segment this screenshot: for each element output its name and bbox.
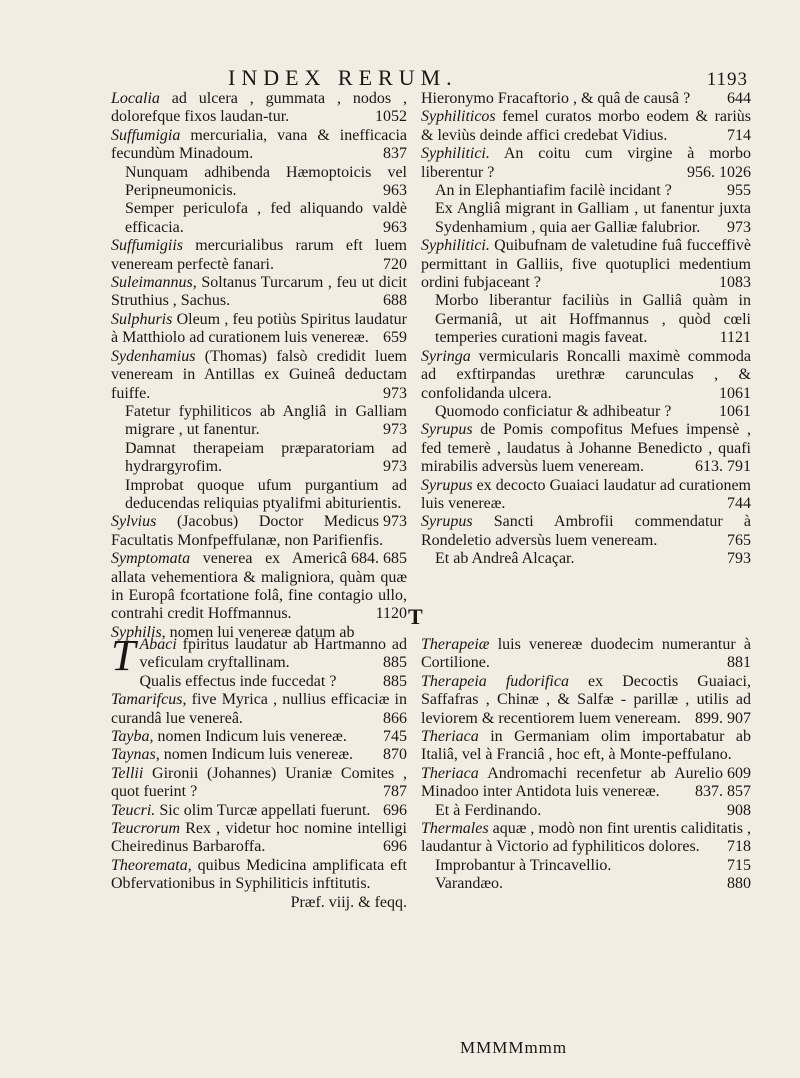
entry-page-ref: 745 — [379, 728, 407, 746]
entry-page-ref: 1052 — [371, 108, 407, 126]
index-entry — [111, 746, 407, 764]
index-entry — [111, 440, 407, 477]
entry-page-ref: 744 — [723, 494, 751, 512]
entry-headword: Thermales — [421, 820, 489, 838]
index-entry — [421, 802, 751, 820]
entry-page-ref: 881 — [723, 654, 751, 672]
entry-text: Qualis effectus inde fuccedat ? — [139, 672, 337, 690]
entry-page-ref: 973 — [379, 458, 407, 476]
entry-page-ref: 866 — [379, 709, 407, 727]
index-entry — [421, 636, 751, 673]
entry-page-ref: 1120 — [371, 605, 407, 623]
entry-text: venerea ex Americâ allata vehementiora & maligniora, quàm quæ in Europâ fcortatione folâ, fine contagio ullo, contrahi credit Hoffmannus. — [111, 550, 407, 623]
index-entry — [111, 691, 407, 728]
index-column-top-left — [111, 90, 407, 642]
entry-text: (Thomas) falsò credidit luem veneream in Antillas ex Guineâ deductam fuiffe. — [111, 347, 407, 402]
entry-page-ref: 696 — [379, 838, 407, 856]
index-entry — [421, 875, 751, 893]
entry-text: Oleum , feu potiùs Spiritus laudatur à Matthiolo ad curationem luis venereæ. — [111, 310, 407, 347]
index-entry — [111, 90, 407, 127]
entry-page-ref: 870 — [379, 746, 407, 764]
entry-text: Improbat quoque ufum purgantium ad deducendas reliquias ptyalifmi abiturientis. — [125, 476, 407, 512]
entry-headword: Syphiliticos — [421, 108, 496, 126]
entry-page-ref: 973 — [379, 421, 407, 439]
entry-page-ref: 973 — [379, 384, 407, 402]
entry-text: , quibus Medicina amplificata eft Obfervationibus in Syphiliticis inftitutis. — [111, 856, 407, 893]
signature-mark: MMMMmmm — [460, 1038, 568, 1057]
entry-headword: Tayba — [111, 728, 150, 746]
entry-headword: Tellii — [111, 764, 144, 782]
entry-text: Ex Angliâ migrant in Galliam , ut fanentur juxta Sydenhamium , quia aer Galliæ falubrior. — [435, 200, 751, 236]
entry-page-ref: 908 — [723, 801, 751, 819]
entry-text: fpiritus laudatur ab Hartmanno ad veficulam cryftallinam. — [139, 636, 407, 672]
index-entry — [421, 513, 751, 550]
page-number: 1193 — [706, 69, 748, 90]
entry-headword: Syrupus — [421, 476, 473, 494]
entry-headword: Syphilitici. — [421, 237, 490, 255]
entry-text: Quibufnam de valetudine fuâ fucceffivè permittant in Galliis, five quotuplici medentium ordini fubjaceant ? — [421, 237, 751, 292]
entry-headword: Symptomata — [111, 550, 191, 568]
index-entry — [111, 311, 407, 348]
entry-text: ad ulcera , gummata , nodos , dolorefque fixos laudan-tur. — [111, 90, 407, 126]
entry-headword: Syrupus — [421, 513, 473, 531]
index-entry — [421, 237, 751, 292]
index-entry — [421, 90, 751, 108]
index-entry — [421, 765, 751, 802]
index-entry — [421, 292, 751, 347]
entry-page-ref: 1121 — [715, 329, 751, 347]
entry-headword: Syrupus — [421, 421, 473, 439]
entry-headword: Theoremata — [111, 856, 188, 874]
entry-headword: Localia — [111, 90, 160, 107]
index-entry — [421, 348, 751, 403]
entry-text: mercurialibus rarum eft luem veneream perfectè fanari. — [111, 237, 407, 273]
drop-cap: T — [111, 631, 136, 680]
entry-page-ref: 715 — [723, 856, 751, 874]
index-entry — [421, 145, 751, 182]
entry-page-ref: 714 — [723, 126, 751, 144]
page-title: INDEX RERUM. — [228, 65, 458, 90]
entry-page-ref: 963 — [379, 182, 407, 200]
index-entry — [421, 200, 751, 237]
index-entry — [111, 820, 407, 857]
entry-headword: Taynas — [111, 746, 156, 764]
entry-page-ref: 684. 685 — [347, 550, 407, 568]
entry-text: ex Decoctis Guaiaci, Saffafras , Chinæ , & Salfæ - parillæ , utilis ad leviorem & recentiorem luem veneream. — [421, 672, 751, 727]
entry-text: , nomen Indicum luis venereæ. — [155, 746, 354, 764]
index-entry — [421, 108, 751, 145]
entry-text: Quomodo conficiatur & adhibeatur ? — [435, 402, 672, 420]
entry-text: An in Elephantiafim facilè incidant ? — [435, 182, 672, 200]
entry-text: aquæ , modò non fint urentis caliditatis , laudantur à Victorio ad fyphiliticos dolores. — [421, 820, 751, 856]
index-entry — [111, 200, 407, 237]
entry-headword: Syphilis — [111, 623, 162, 641]
entry-text: ex decocto Guaiaci laudatur ad curationem luis venereæ. — [421, 476, 751, 512]
entry-page-ref: 1083 — [715, 274, 751, 292]
entry-text: Rex , videtur hoc nomine intelligi Cheiredinus Barbaroffa. — [111, 820, 407, 856]
entry-text: Nunquam adhibenda Hæmoptoicis vel Peripneumonicis. — [125, 163, 407, 200]
index-column-top-right — [421, 90, 751, 569]
entry-headword: Therapeia fudorifica — [421, 672, 569, 690]
index-column-bottom-right — [421, 636, 751, 894]
entry-page-ref: 837 — [379, 145, 407, 163]
entry-text: Hieronymo Fracaftorio , & quâ de causâ ? — [421, 90, 691, 107]
index-entry — [421, 728, 751, 782]
entry-page-ref: 793 — [723, 550, 751, 568]
entry-headword: Theriaca — [421, 728, 479, 746]
entry-text: Sancti Ambrofii commendatur à Rondeletio adversùs luem veneream. — [421, 513, 751, 549]
index-entry — [111, 673, 407, 691]
entry-headword: Syringa — [421, 347, 471, 365]
entry-page-ref: 644 — [723, 90, 751, 107]
entry-text: Et à Ferdinando. — [435, 801, 542, 819]
index-entry — [421, 820, 751, 857]
entry-text: Semper periculofa , fed aliquando valdè efficacia. — [125, 200, 407, 236]
running-head — [228, 66, 748, 90]
entry-page-ref: 837. 857 — [691, 783, 751, 801]
entry-page-ref: 899. 907 — [691, 709, 751, 727]
entry-text: luis venereæ duodecim numerantur à Cortilione. — [421, 636, 751, 672]
entry-text: Et ab Andreâ Alcaçar. — [435, 550, 575, 568]
entry-headword: Sulphuris — [111, 310, 173, 328]
index-entry — [111, 127, 407, 164]
index-entry — [111, 856, 407, 911]
index-entry — [421, 857, 751, 875]
entry-text: vermicularis Roncalli maximè commoda ad exftirpandas urethræ carunculas , & confolidanda ulcera. — [421, 347, 751, 402]
entry-page-ref: Præf. viij. & feqq. — [286, 893, 407, 911]
entry-page-ref: 880 — [723, 875, 751, 893]
entry-text: Fatetur fyphiliticos ab Angliâ in Galliam migrare , ut fanentur. — [125, 402, 407, 439]
index-entry — [111, 728, 407, 746]
entry-text: Damnat therapeiam præparatoriam ad hydrargyrofim. — [125, 439, 407, 476]
entry-text: Varandæo. — [435, 875, 503, 893]
index-entry — [111, 164, 407, 201]
entry-page-ref: 956. 1026 — [683, 163, 751, 181]
entry-text: Morbo liberantur faciliùs in Galliâ quàm in Germaniâ, ut ait Hoffmannus , quòd cœli temperies curationi magis faveat. — [435, 292, 751, 347]
entry-page-ref: 720 — [379, 255, 407, 273]
index-entry — [111, 348, 407, 403]
index-entry — [421, 550, 751, 568]
entry-headword: Sylvius — [111, 513, 157, 531]
entry-page-ref: 787 — [379, 783, 407, 801]
entry-page-ref: 885 — [379, 654, 407, 672]
entry-text: Gironii (Johannes) Uraniæ Comites , quot fuerint ? — [111, 764, 407, 801]
entry-text: , Soltanus Turcarum , feu ut dicit Struthius , Sachus. — [111, 274, 407, 310]
entry-text: , nomen lui venereæ datum ab — [161, 623, 355, 641]
index-entry — [421, 182, 751, 200]
entry-text: , five Myrica , nullius efficaciæ in curandâ lue venereâ. — [111, 691, 407, 727]
entry-text: (Jacobus) Doctor Medicus Facultatis Monfpeffulanæ, non Parifienfis. — [111, 513, 384, 549]
index-entry — [111, 403, 407, 440]
entry-text: Sic olim Turcæ appellati fuerunt. — [155, 801, 371, 819]
section-letter: T — [408, 604, 423, 629]
index-entry — [111, 274, 407, 311]
entry-page-ref: 1061 — [715, 402, 751, 420]
index-entry — [421, 673, 751, 728]
entry-page-ref: 696 — [379, 801, 407, 819]
entry-text: , nomen Indicum luis venereæ. — [149, 728, 347, 746]
entry-page-ref: 955 — [723, 182, 751, 200]
entry-page-ref: 659 — [379, 329, 407, 347]
entry-headword: Teucrorum — [111, 820, 181, 838]
entry-headword: Sydenhamius — [111, 347, 196, 365]
entry-headword: Abaci — [139, 636, 177, 653]
entry-text: mercurialia, vana & inefficacia fecundùm Minadoum. — [111, 126, 407, 163]
entry-page-ref: 885 — [379, 672, 407, 690]
entry-text: Andromachi recenfetur ab Aurelio Minadoo inter Antidota luis venereæ. — [421, 764, 723, 801]
entry-page-ref: 609 — [723, 764, 751, 782]
index-entry — [421, 403, 751, 421]
entry-headword: Suleimannus — [111, 274, 193, 292]
entry-page-ref: 688 — [379, 292, 407, 310]
entry-page-ref: 613. 791 — [691, 458, 751, 476]
entry-headword: Suffumigia — [111, 126, 181, 144]
entry-text: Improbantur à Trincavellio. — [435, 856, 612, 874]
index-entry — [421, 477, 751, 514]
entry-text: in Germaniam olim importabatur ab Italiâ, vel à Franciâ , hoc eft, à Monte-peffulano. — [421, 728, 751, 764]
index-entry — [111, 765, 407, 802]
entry-headword: Syphilitici. — [421, 145, 490, 163]
entry-page-ref: 973 — [723, 218, 751, 236]
entry-text: femel curatos morbo eodem & rariùs & leviùs deinde affici credebat Vidius. — [421, 108, 751, 144]
entry-page-ref: 765 — [723, 531, 751, 549]
entry-page-ref: 718 — [723, 838, 751, 856]
entry-headword: Therapeiæ — [421, 636, 490, 653]
index-entry — [111, 550, 407, 624]
entry-headword: Theriaca — [421, 764, 479, 782]
index-entry — [111, 802, 407, 820]
entry-headword: Teucri. — [111, 801, 156, 819]
entry-text: An coitu cum virgine à morbo liberentur ? — [421, 145, 751, 181]
index-entry — [111, 237, 407, 274]
entry-page-ref: 973 — [379, 513, 407, 531]
entry-headword: Tamarifcus — [111, 691, 183, 709]
entry-text: de Pomis compofitus Mefues impensè , fed temerè , laudatus à Johanne Benedicto , quafi mirabilis adversùs luem veneream. — [421, 421, 751, 476]
index-entry — [421, 421, 751, 476]
entry-page-ref: 963 — [379, 218, 407, 236]
entry-page-ref: 1061 — [715, 384, 751, 402]
entry-headword: Suffumigiis — [111, 237, 184, 255]
